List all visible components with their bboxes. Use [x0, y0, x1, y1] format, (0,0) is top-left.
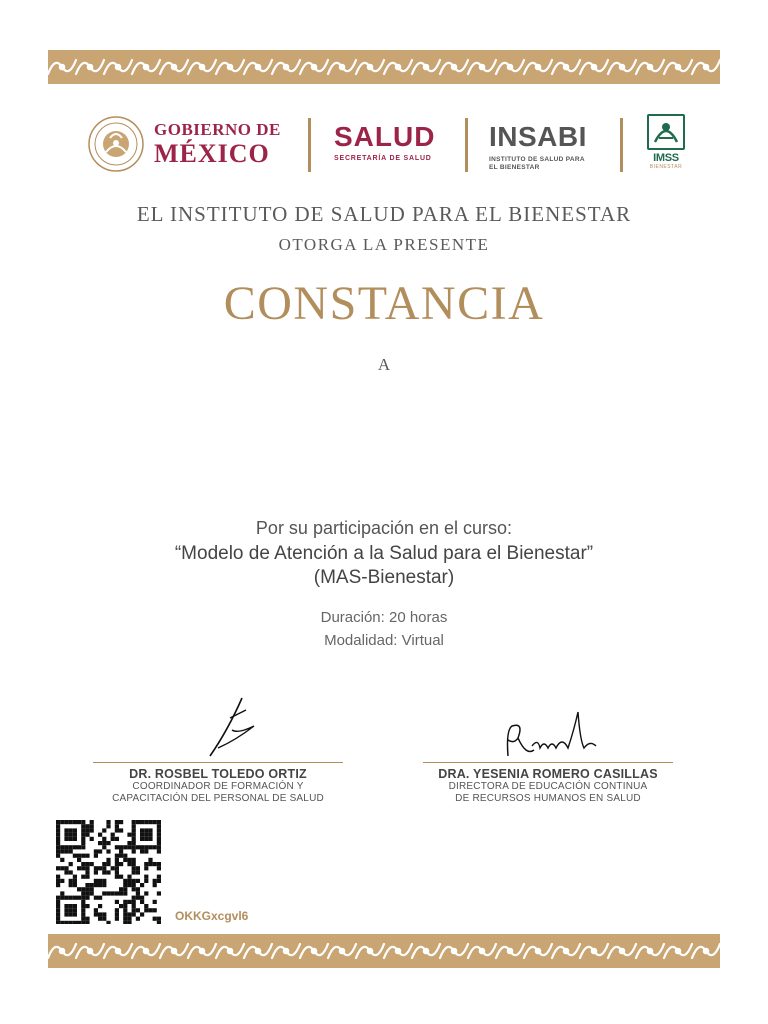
- imss-title: IMSS: [653, 152, 679, 164]
- insabi-logo: [489, 122, 589, 172]
- insabi-subtitle: INSTITUTO DE SALUD PARA EL BIENESTAR: [489, 156, 585, 171]
- handwritten-signature: [478, 690, 618, 762]
- duration-text: Duración: 20 horas: [320, 609, 448, 626]
- logos-header: [82, 110, 692, 182]
- signature-line: [423, 762, 673, 763]
- course-name-line1: “Modelo de Atención a la Salud para el Bienestar”: [174, 543, 594, 564]
- gobierno-de-mexico-logo: [154, 120, 281, 168]
- logo-divider: [308, 118, 311, 172]
- course-name-line2: (MAS-Bienestar): [313, 567, 455, 588]
- signer-name: DRA. YESENIA ROMERO CASILLAS: [438, 767, 658, 781]
- signature-block-left: [78, 690, 358, 805]
- imss-subtitle: BIENESTAR: [649, 164, 683, 170]
- participation-text: Por su participación en el curso:: [255, 518, 513, 538]
- grants-text: OTORGA LA PRESENTE: [278, 235, 490, 254]
- logo-divider: [465, 118, 468, 172]
- salud-title: SALUD: [334, 121, 436, 152]
- gobierno-line1: GOBIERNO DE: [154, 120, 281, 139]
- imss-emblem-icon: [647, 114, 685, 150]
- signature-block-right: [408, 690, 688, 805]
- imss-bienestar-logo: [644, 114, 688, 176]
- modality-text: Modalidad: Virtual: [324, 632, 444, 649]
- top-ornamental-band: [48, 50, 720, 84]
- bottom-ornamental-band: [48, 934, 720, 968]
- recipient-label: A: [377, 355, 391, 374]
- signer-role-line1: COORDINADOR DE FORMACIÓN Y: [132, 781, 304, 792]
- salud-logo: [334, 122, 435, 162]
- signature-line: [93, 762, 343, 763]
- salud-subtitle: SECRETARÍA DE SALUD: [334, 155, 432, 162]
- mexico-seal-icon: [88, 116, 144, 172]
- insabi-title: INSABI: [489, 121, 587, 152]
- signer-role-line2: DE RECURSOS HUMANOS EN SALUD: [455, 793, 641, 804]
- gobierno-line2: MÉXICO: [154, 139, 270, 168]
- signer-role-line2: CAPACITACIÓN DEL PERSONAL DE SALUD: [112, 793, 324, 804]
- signer-role-line1: DIRECTORA DE EDUCACIÓN CONTINUA: [448, 781, 648, 792]
- handwritten-signature: [158, 690, 278, 762]
- qr-code[interactable]: [54, 820, 164, 924]
- verification-code: OKKGxcgvl6: [175, 909, 249, 923]
- institution-heading: EL INSTITUTO DE SALUD PARA EL BIENESTAR: [136, 202, 632, 226]
- certificate-title: CONSTANCIA: [223, 277, 545, 330]
- logo-divider: [620, 118, 623, 172]
- signer-name: DR. ROSBEL TOLEDO ORTIZ: [129, 767, 307, 781]
